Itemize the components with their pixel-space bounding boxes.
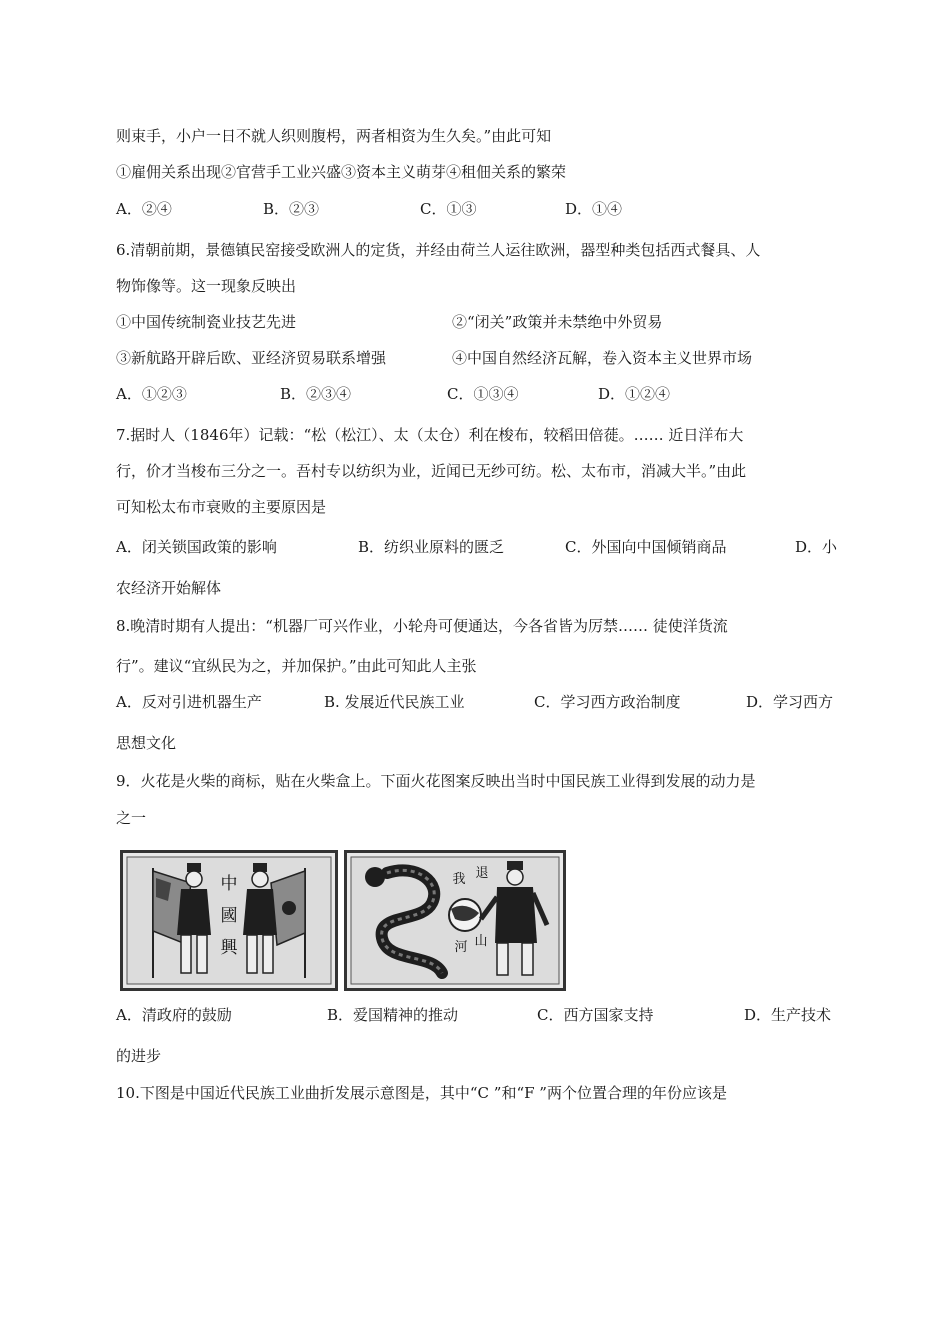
label2-char-2: 我 xyxy=(452,872,466,887)
q6-option-b: B．②③④ xyxy=(280,385,352,403)
q8-stem-line1: 8.晚清时期有人提出：“机器厂可兴作业，小轮舟可便通达，今各省皆为厉禁…… 徒使洋货流 xyxy=(116,617,728,635)
q6-option-a: A．①②③ xyxy=(116,385,187,403)
q8-option-b: B. 发展近代民族工业 xyxy=(324,693,465,711)
q7-stem-line1: 7.据时人（1846年）记载：“松（松江）、太（太仓）利在梭布，较稻田倍蓰。…… 近日洋布大 xyxy=(116,426,744,444)
q8-option-d-continuation: 思想文化 xyxy=(116,734,177,752)
q5-option-b: B．②③ xyxy=(263,200,320,218)
q6-stem-line1: 6.清朝前期，景德镇民窑接受欧洲人的定货，并经由荷兰人运往欧洲，器型种类包括西式餐具、人 xyxy=(116,241,761,259)
q9-option-c: C．西方国家支持 xyxy=(537,1006,654,1024)
q5-option-d: D．①④ xyxy=(565,200,623,218)
label2-char-4: 山 xyxy=(474,934,488,949)
q6-option-d: D．①②④ xyxy=(598,385,671,403)
matchbox-label-image-1 xyxy=(120,850,338,991)
label1-char-2: 國 xyxy=(220,906,238,926)
q6-statement-1: ①中国传统制瓷业技艺先进 xyxy=(116,313,297,331)
q7-option-b: B．纺织业原料的匮乏 xyxy=(358,538,505,556)
label2-char-3: 河 xyxy=(454,940,468,955)
q5-option-a: A．②④ xyxy=(116,200,172,218)
q5-option-c: C．①③ xyxy=(420,200,477,218)
label1-char-3: 興 xyxy=(220,938,238,958)
label1-char-1: 中 xyxy=(220,874,238,894)
matchbox-illustration-2 xyxy=(347,853,563,988)
q6-statement-4: ④中国自然经济瓦解，卷入资本主义世界市场 xyxy=(452,349,753,367)
q5-stem-continuation: 则束手，小户一日不就人织则腹枵，两者相资为生久矣。”由此可知 xyxy=(116,127,552,145)
q6-option-c: C．①③④ xyxy=(447,385,519,403)
q10-stem-line1: 10.下图是中国近代民族工业曲折发展示意图是，其中“C ”和“F ”两个位置合理的年份应该是 xyxy=(116,1084,727,1102)
q7-option-c: C．外国向中国倾销商品 xyxy=(565,538,727,556)
q6-stem-line2: 物饰像等。这一现象反映出 xyxy=(116,277,297,295)
q7-stem-line3: 可知松太布市衰败的主要原因是 xyxy=(116,498,327,516)
label2-char-1: 退 xyxy=(475,866,489,881)
q9-stem-line1: 9．火花是火柴的商标，贴在火柴盒上。下面火花图案反映出当时中国民族工业得到发展的动力是 xyxy=(116,772,756,790)
q9-option-a: A．清政府的鼓励 xyxy=(116,1006,232,1024)
q9-option-d-continuation: 的进步 xyxy=(116,1047,162,1065)
q8-option-c: C．学习西方政治制度 xyxy=(534,693,681,711)
q7-option-d-continuation: 农经济开始解体 xyxy=(116,579,222,597)
q7-option-a: A．闭关锁国政策的影响 xyxy=(116,538,277,556)
q8-option-a: A．反对引进机器生产 xyxy=(116,693,262,711)
q8-stem-line2: 行”。建议“宜纵民为之，并加保护。”由此可知此人主张 xyxy=(116,657,477,675)
q7-option-d: D．小 xyxy=(795,538,838,556)
q7-stem-line2: 行，价才当梭布三分之一。吾村专以纺织为业，近闻已无纱可纺。松、太布市，消减大半。”由此 xyxy=(116,462,747,480)
matchbox-label-image-2 xyxy=(344,850,566,991)
q9-option-b: B．爱国精神的推动 xyxy=(327,1006,459,1024)
q9-stem-line2: 之一 xyxy=(116,809,147,827)
q5-statements: ①雇佣关系出现②官营手工业兴盛③资本主义萌芽④租佃关系的繁荣 xyxy=(116,163,567,181)
matchbox-illustration-1 xyxy=(123,853,335,988)
q6-statement-2: ②“闭关”政策并未禁绝中外贸易 xyxy=(452,313,663,331)
q9-option-d: D．生产技术 xyxy=(744,1006,832,1024)
q6-statement-3: ③新航路开辟后欧、亚经济贸易联系增强 xyxy=(116,349,387,367)
q8-option-d: D．学习西方 xyxy=(746,693,834,711)
